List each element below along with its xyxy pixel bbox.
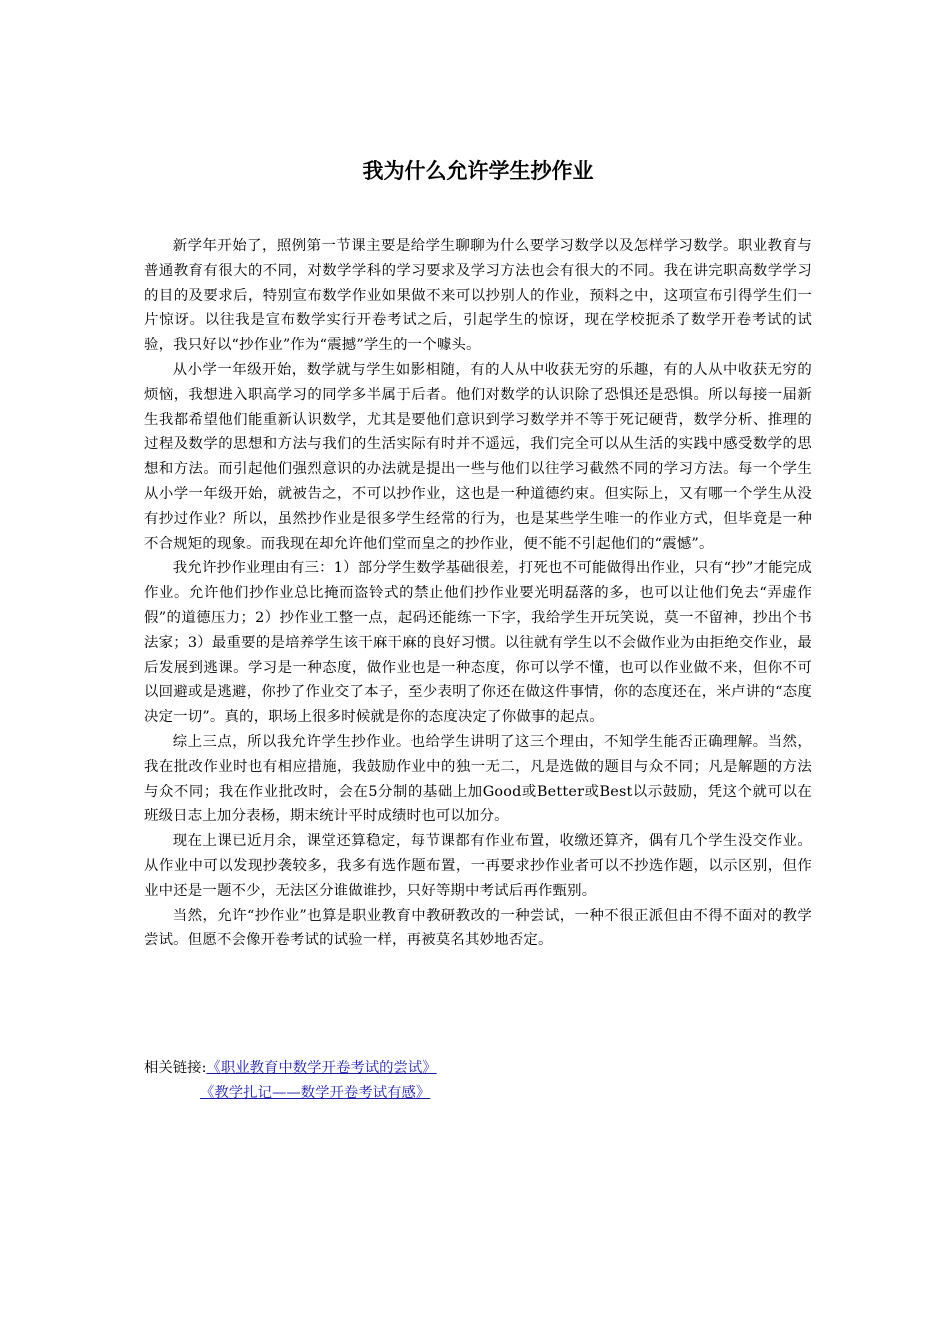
paragraph: 从小学一年级开始，数学就与学生如影相随，有的人从中收获无穷的乐趣，有的人从中收获无穷的烦恼，我想进入职高学习的同学多半属于后者。他们对数学的认识除了恐惧还是恐惧。所以每接一届新生我都希望他们能重新认识数学，尤其是要他们意识到学习数学并不等于死记硬背，数学分析、推理的过程及数学的思想和方法与我们的生活实际有时并不遥远，我们完全可以从生活的实践中感受数学的思想和方法。而引起他们强烈意识的办法就是提出一些与他们以往学习截然不同的学习方法。每一个学生从小学一年级开始，就被告之，不可以抄作业，这也是一种道德约束。但实际上，又有哪一个学生从没有抄过作业？所以，虽然抄作业是很多学生经常的行为，也是某些学生唯一的作业方式，但毕竟是一种不合规矩的现象。而我现在却允许他们堂而皇之的抄作业，便不能不引起他们的“震憾”。	[144, 361, 812, 552]
paragraph: 现在上课已近月余，课堂还算稳定，每节课都有作业布置，收缴还算齐，偶有几个学生没交作业。从作业中可以发现抄袭较多，我多有选作题布置，一再要求抄作业者可以不抄选作题，以示区别，但作业中还是一题不少，无法区分谁做谁抄，只好等期中考试后再作甄别。	[144, 833, 812, 899]
paragraph: 新学年开始了，照例第一节课主要是给学生聊聊为什么要学习数学以及怎样学习数学。职业教育与普通教育有很大的不同，对数学学科的学习要求及学习方法也会有很大的不同。我在讲完职高数学学习的目的及要求后，特别宣布数学作业如果做不来可以抄别人的作业，预料之中，这项宣布引得学生们一片惊讶。以往我是宣布数学实行开卷考试之后，引起学生的惊讶，现在学校扼杀了数学开卷考试的试验，我只好以“抄作业”作为“震撼”学生的一个噱头。	[144, 238, 812, 354]
article-body	[144, 234, 812, 953]
related-links	[144, 1056, 812, 1106]
related-link-exam-trial[interactable]: 《职业教育中数学开卷考试的尝试》	[206, 1060, 437, 1076]
document-title: 我为什么允许学生抄作业	[362, 159, 594, 183]
related-links-row	[144, 1056, 812, 1081]
paragraph: 综上三点，所以我允许学生抄作业。也给学生讲明了这三个理由，不知学生能否正确理解。当然，我在批改作业时也有相应措施，我鼓励作业中的独一无二，凡是选做的题目与众不同；凡是解题的方法与众不同；我在作业批改时，会在5分制的基础上加Good或Better或Best以示鼓励，凭这个就可以在班级日志上加分表杨，期末统计平时成绩时也可以加分。	[144, 733, 812, 825]
paragraph: 我允许抄作业理由有三：1）部分学生数学基础很差，打死也不可能做得出作业，只有“抄”才能完成作业。允许他们抄作业总比掩而盗铃式的禁止他们抄作业要光明磊落的多，也可以让他们免去“弄虚作假”的道德压力；2）抄作业工整一点，起码还能练一下字，我给学生开玩笑说，莫一不留神，抄出个书法家；3）最重要的是培养学生该干麻干麻的良好习惯。以往就有学生以不会做作业为由拒绝交作业，最后发展到逃课。学习是一种态度，做作业也是一种态度，你可以学不懂，也可以作业做不来，但你不可以回避或是逃避，你抄了作业交了本子，至少表明了你还在做这件事情，你的态度还在，米卢讲的“态度决定一切”。真的，职场上很多时候就是你的态度决定了你做事的起点。	[144, 560, 812, 726]
related-links-row	[144, 1081, 812, 1106]
paragraph: 当然，允许“抄作业”也算是职业教育中教研教改的一种尝试，一种不很正派但由不得不面对的教学尝试。但愿不会像开卷考试的试验一样，再被莫名其妙地否定。	[144, 907, 812, 949]
related-link-teaching-notes[interactable]: 《教学扎记——数学开卷考试有感》	[200, 1084, 431, 1101]
related-links-label: 相关链接:	[144, 1060, 207, 1076]
